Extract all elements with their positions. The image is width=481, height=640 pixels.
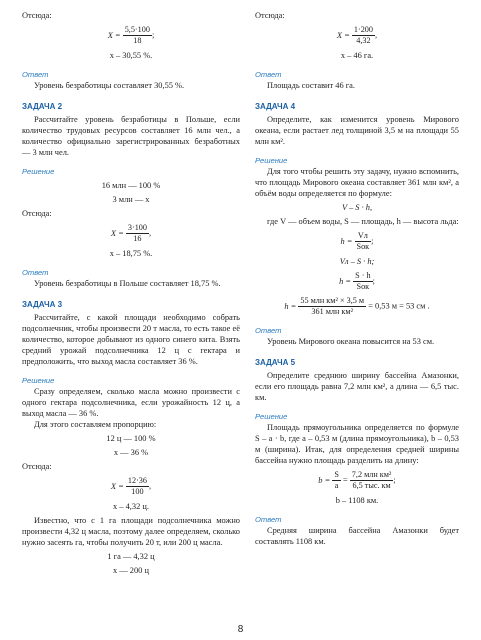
left-column — [22, 10, 240, 579]
equation: X = $\frac{12\cdot 36}{100}$ , — [110, 476, 152, 496]
answer-text: Уровень безработицы составляет 30,55 %. — [34, 81, 185, 90]
proportion-line: 3 млн — x — [112, 195, 150, 204]
fraction: $\frac{Vл}{\text{Sок}}$ — [356, 231, 370, 251]
fraction: $\frac{1\cdot 200}{4,32}$ — [353, 25, 373, 45]
fraction: $\frac{3\cdot 100}{16}$ — [127, 223, 147, 243]
equation-result: x – 30,55 %. — [109, 51, 153, 60]
equation: h = $\frac{S \cdot h}{\text{Sок}}$ ; — [339, 271, 375, 291]
solution-label: Решение — [255, 156, 288, 165]
right-column — [255, 10, 459, 547]
equation: X = $\frac{5,5\cdot 100}{18}$ ; — [107, 25, 155, 45]
proportion-line: x — 36 % — [113, 448, 149, 457]
answer-text: Площадь составит 46 га. — [267, 81, 355, 90]
equation: X = $\frac{3\cdot 100}{16}$ , — [110, 223, 152, 243]
answer-label: Ответ — [255, 515, 282, 524]
equation-result: b – 1108 км. — [335, 496, 379, 505]
answer-text: Уровень безработицы в Польше составляет 18,75 %. — [34, 279, 221, 288]
fraction: $\frac{\text{7,2 млн км²}}{\text{6,5 тыс. км}}$ — [351, 470, 392, 490]
task-title: ЗАДАЧА 5 — [255, 358, 296, 367]
answer-label: Ответ — [255, 70, 282, 79]
formula: Vл – S · h; — [339, 257, 375, 266]
answer-label: Ответ — [22, 70, 49, 79]
answer-label: Ответ — [22, 268, 49, 277]
fraction: $\frac{5,5\cdot 100}{18}$ — [124, 25, 150, 45]
solution-text: Для этого составляем пропорцию: — [34, 420, 157, 429]
equation: X = $\frac{1\cdot 200}{4,32}$ , — [336, 25, 378, 45]
fraction: $\frac{\text{55 млн км² × 3,5 м}}{\text{361 млн км²}}$ — [300, 296, 365, 316]
text-line: Отсюда: — [22, 462, 52, 471]
equation: h = $\frac{Vл}{\text{Sок}}$ ; — [340, 231, 374, 251]
fraction: $\frac{S \cdot h}{\text{Sок}}$ — [355, 271, 371, 291]
equation-result: x – 18,75 %. — [109, 249, 153, 258]
proportion-line: 16 млн — 100 % — [101, 181, 161, 190]
solution-label: Решение — [22, 167, 55, 176]
text-line: Отсюда: — [22, 11, 52, 20]
task-title: ЗАДАЧА 3 — [22, 300, 63, 309]
formula: V – S · h, — [341, 203, 373, 212]
solution-text: Сразу определяем, сколько масла можно произвести с одного гектара подсолнечника, если урожайность 12 ц, а выход масла — 36 %. — [22, 387, 240, 418]
solution-label: Решение — [22, 376, 55, 385]
text-line: Отсюда: — [255, 11, 285, 20]
solution-label: Решение — [255, 412, 288, 421]
solution-text: Для того чтобы решить эту задачу, нужно вспомнить, что площадь Мирового океана составляет 361 млн км², а объём воды определяется по формуле: — [255, 167, 459, 198]
page-number: 8 — [237, 624, 244, 635]
task-text: Определите среднюю ширину бассейна Амазонки, если его площадь равна 7,2 млн км², а длина — 6,5 тыс. км. — [255, 371, 459, 402]
equation-result: x – 46 га. — [340, 51, 374, 60]
solution-text: где V — объем воды, S — площадь, h — высота льда: — [267, 217, 459, 226]
proportion-line: 1 га — 4,32 ц — [107, 552, 155, 561]
proportion-line: 12 ц — 100 % — [106, 434, 156, 443]
answer-text: Средняя ширина бассейна Амазонки будет составлять 1108 км. — [255, 526, 459, 546]
equation-result: x – 4,32 ц. — [113, 502, 149, 511]
fraction: $\frac{S}{a}$ — [334, 470, 339, 490]
fraction: $\frac{12\cdot 36}{100}$ — [127, 476, 147, 496]
proportion-line: x — 200 ц — [113, 566, 149, 575]
equation: b = $\frac{S}{a}$ = $\frac{\text{7,2 млн км²}}{\text{6,5 тыс. км}}$ ; — [318, 470, 396, 490]
solution-text: Площадь прямоугольника определяется по формуле S – a · b, где a – 0,53 м (длина прямоугольника), b – 0,53 м (ширина). Итак, для определения средней ширины бассейна нужно площадь разделить на длину: — [255, 423, 459, 465]
answer-text: Уровень Мирового океана повысится на 53 см. — [267, 337, 435, 346]
task-text: Рассчитайте уровень безработицы в Польше, если количество трудовых ресурсов составляет 16 млн чел., а количество официально зарегистрированных безработных — 3 млн чел. — [22, 115, 240, 157]
task-text: Определите, как изменится уровень Мирового океана, если растает лед толщиной 3,5 м на площади 55 млн км². — [255, 115, 459, 146]
equation: h = $\frac{\text{55 млн км² × 3,5 м}}{\text{361 млн км²}}$ = 0,53 м = 53 см . — [284, 296, 430, 316]
task-text: Рассчитайте, с какой площади необходимо собрать подсолнечник, чтобы произвести 20 т масла, то есть такое её количество, которое добывают из одного синего кита. Взять средний урожай подсолнечника 12 ц с гектара и предположить, что выход масла составляет 36 %. — [22, 313, 240, 366]
text-line: Отсюда: — [22, 209, 52, 218]
solution-text: Известно, что с 1 га площади подсолнечника можно произвести 4,32 ц масла, поэтому далее определяем, сколько нужно засеять га, чтобы получить 20 т, или 200 ц масла. — [22, 516, 240, 547]
task-title: ЗАДАЧА 4 — [255, 102, 296, 111]
task-title: ЗАДАЧА 2 — [22, 102, 63, 111]
answer-label: Ответ — [255, 326, 282, 335]
